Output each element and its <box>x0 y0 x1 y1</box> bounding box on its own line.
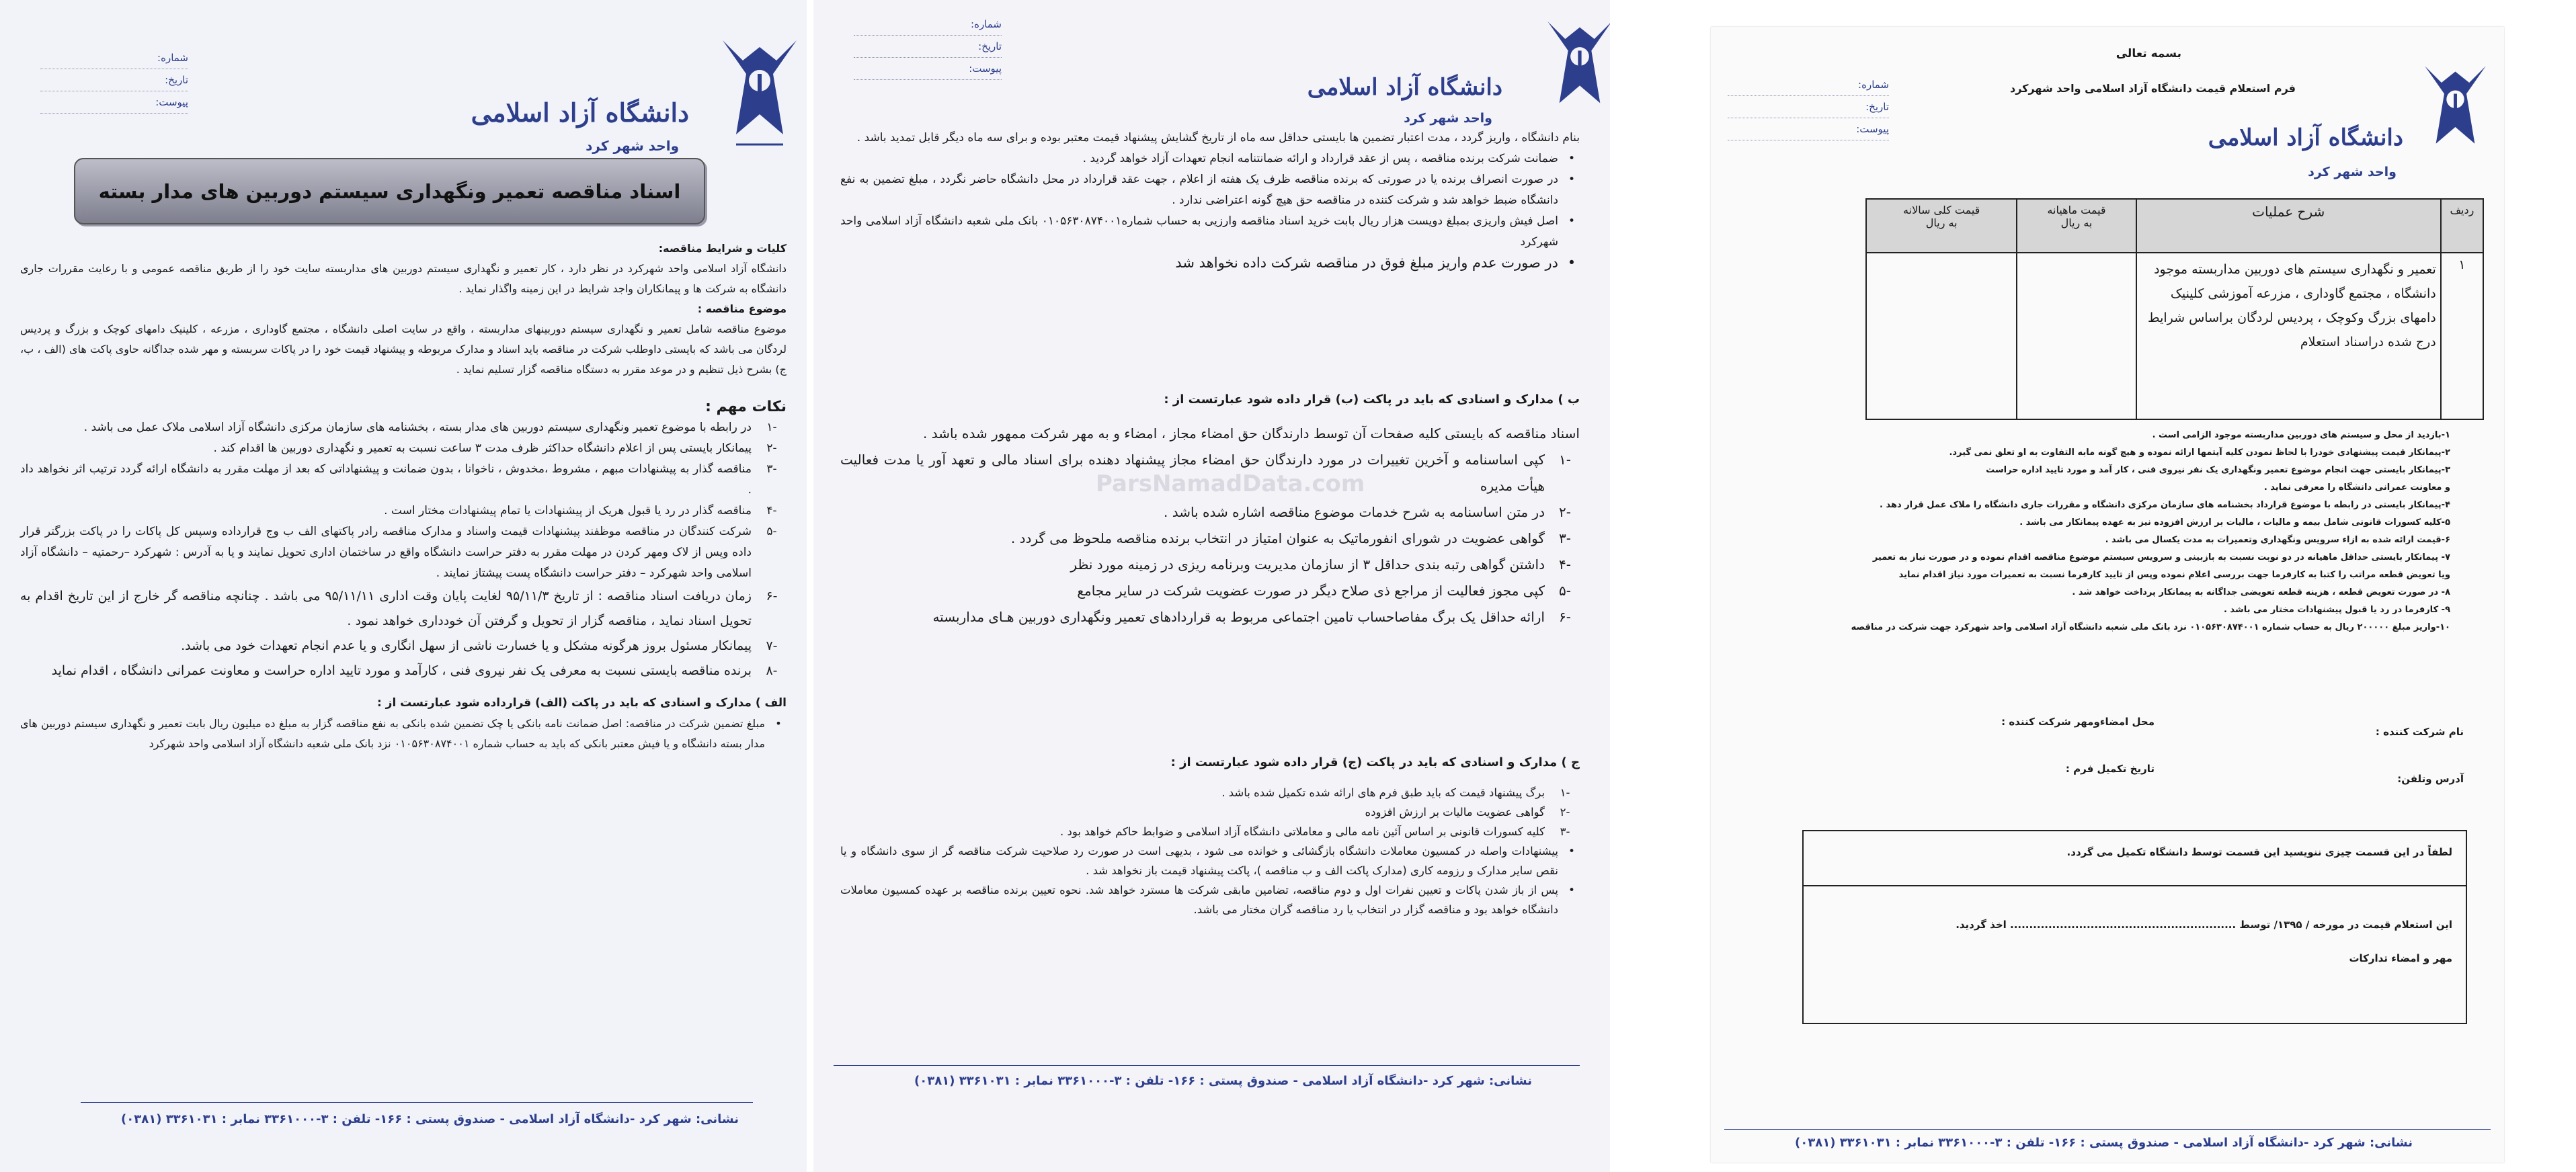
signature-label: محل امضاءومهر شرکت کننده : <box>2001 716 2155 728</box>
packet-c-heading: ج ) مدارک و اسنادی که باید در پاکت (ج) قرار داده شود عبارتست از : <box>1170 755 1580 769</box>
document-title: اسناد مناقصه تعمیر ونگهداری سیستم دوربین های مدار بسته <box>74 158 705 224</box>
general-text: دانشگاه آزاد اسلامی واحد شهرکرد در نظر دارد ، کار تعمیر و نگهداری سیستم دوربین های مداربسته سایت خود را از طریق مناقصه عمومی و با رعایت مقررات جاری دانشگاه به شرکت ها و پیمانکاران واجد شرایط در این زمینه واگذار نماید . <box>20 262 787 295</box>
meta-fields <box>40 47 188 114</box>
page2-top-section <box>840 128 1580 274</box>
procurement-stamp: مهر و امضاء تدارکات <box>2349 952 2452 964</box>
packet-a-bullet: • اصل فیش واریزی بمبلغ دویست هزار ریال بابت خرید اسناد مناقصه وارزیی به حساب شماره۰۱۰۵۶۳۰۸۷۴۰۰۱ بانک ملی شعبه دانشگاه آزاد اسلامی واحد شهرکرد <box>840 214 1576 249</box>
packet-a-item: • مبلغ تضمین شرکت در مناقصه: اصل ضمانت نامه بانکی یا چک تضمین شده بانکی به نفع مناقصه گزار به مبلغ ده میلیون ریال بابت تعمیر و نگهداری سیستم دوربین های مدار بسته دانشگاه و یا فیش معتبر بانکی که باید به حساب شماره ۰۱۰۵۶۳۰۸۷۴۰۰۱ نزد بانک ملی شعبه دانشگاه آزاد اسلامی واحد شهرکرد <box>20 717 782 750</box>
notes-section <box>20 396 787 754</box>
packet-a-continuation: بنام دانشگاه ، واریز گردد ، مدت اعتبار تضمین ها بایستی حداقل سه ماه از تاریخ گشایش پیشنهاد قیمت معتبر بوده و برای سه ماه دیگر قابل تمدید باشد . <box>856 131 1580 144</box>
university-branch: واحد شهر کرد <box>1404 111 1492 126</box>
packet-b-item: -۲ در متن اساسنامه به شرح خدمات موضوع مناقصه اشاره شده باشد . <box>1163 504 1571 520</box>
condition-item: ۶-قیمت ارائه شده به ازاء سرویس ونگهداری وتعمیرات به مدت یکسال می باشد . <box>2105 535 2450 545</box>
meta-date: تاریخ: <box>854 36 1002 58</box>
watermark: ParsNamadData.com <box>1096 470 1365 497</box>
note-item: -۵ شرکت کنندگان در مناقصه موظفند پیشنهادات قیمت واسناد و مدارک مناقصه رادر پاکتهای الف ب وج قرارداده وسپس کل پاکات را در پاکت بزرگتر قرار داده وپس از لاک ومهر کردن در مهلت مقرر به دفتر حراست دانشگاه واقع در ساختمان اداری تحویل نمایند و یا به آدرس : شهرکرد –رحمتیه – دانشگاه آزاد اسلامی واحد شهرکرد – دفتر حراست دانشگاه پست پیشتاز نمایند . <box>20 525 777 580</box>
packet-c-item: -۳ کلیه کسورات قانونی بر اساس آئین نامه مالی و معاملاتی دانشگاه آزاد اسلامی و ضوابط حاکم خواهد بود . <box>1059 825 1570 838</box>
col-monthly: قیمت ماهیانه به ریال <box>2017 199 2136 253</box>
meta-number: شماره: <box>40 47 188 69</box>
packet-b-item: -۱ کپی اساسنامه و آخرین تغییرات در مورد دارندگان حق امضاء مجاز پیشنهاد دهنده برای اسناد مالی و تعهد آور یا مدت فعالیت هیأت مدیره <box>840 452 1571 494</box>
university-name: دانشگاه آزاد اسلامی <box>2208 124 2403 151</box>
box-divider <box>1804 885 2466 886</box>
university-use-box <box>1802 830 2467 1024</box>
price-table <box>1865 198 2484 420</box>
conditions-list <box>1778 427 2450 636</box>
company-name-label: نام شرکت کننده : <box>2375 726 2464 738</box>
condition-item: ۱۰-واریز مبلغ ۲۰۰۰۰۰ ریال به حساب شماره ۰۱۰۵۶۳۰۸۷۴۰۰۱ نزد بانک ملی شعبه دانشگاه آزاد اسلامی واحد شهرکرد جهت شرکت در مناقصه <box>1851 622 2450 632</box>
subject-heading: موضوع مناقصه : <box>697 302 787 315</box>
inquiry-form-sheet <box>1711 27 2504 1163</box>
university-logo-icon <box>2410 60 2497 175</box>
packet-a-heading: الف ) مدارک و اسنادی که باید در پاکت (الف) قرارداده شود عبارتست از : <box>376 696 787 710</box>
bismillah: بسمه تعالی <box>2116 47 2181 60</box>
packet-a-bullet: • ضمانت شرکت برنده مناقصه ، پس از عقد قرارداد و ارائه ضمانتنامه انجام تعهدات آزاد خواهد گردید . <box>1082 152 1576 165</box>
packet-b-section <box>840 386 1580 630</box>
condition-item: ۳-پیمانکار بایستی جهت انجام موضوع تعمیر ونگهداری یک نفر نیروی فنی ، کار آمد و مورد تایید اداره حراست <box>1986 465 2450 475</box>
footer-address: نشانی: شهر کرد -دانشگاه آزاد اسلامی - صندوق پستی : ۱۶۶- تلفن : ۳-۳۳۶۱۰۰۰ نمابر : ۳۳۶۱۰۳۱ (۰۳۸۱) <box>121 1112 739 1126</box>
packet-a-bullet: • در صورت انصراف برنده یا در صورتی که برنده مناقصه ظرف یک هفته از اعلام ، جهت عقد قرارداد در محل دانشگاه حاضر نگردد ، مبلغ تضمین به نفع دانشگاه ضبط خواهد شد و شرکت کننده در مناقصه حق هیچ گونه اعتراضی ندارد . <box>840 173 1576 207</box>
condition-item: ۵-کلیه کسورات قانونی شامل بیمه و مالیات ، مالیات بر ارزش افزوده نیز به عهده پیمانکار می باشد . <box>2019 517 2450 528</box>
university-branch: واحد شهر کرد <box>586 138 679 154</box>
subject-text: موضوع مناقصه شامل تعمیر و نگهداری سیستم دوربینهای مداربسته ، واقع در سایت اصلی دانشگاه ، مجتمع گاوداری ، مزرعه ، کلینیک دامهای کوچک و بزرگ و پردیس لردگان می باشد که بایستی داوطلب شرکت در مناقصه باید اسناد و مدارک مربوطه و پیشنهاد قیمت خود را در پاکات سربسته و مهر شده جداگانه حاوی پاکت های (الف ، ب، ج) بشرح ذیل تنظیم و در موعد مقرر به دستگاه مناقصه گزار تسلیم نماید . <box>20 323 787 376</box>
meta-attachment: پیوست: <box>40 91 188 114</box>
packet-b-intro: اسناد مناقصه که بایستی کلیه صفحات آن توسط دارندگان حق امضاء مجاز ، امضاء و به مهر شرکت ممهور شده باشد . <box>922 425 1580 442</box>
university-branch: واحد شهر کرد <box>2308 165 2397 179</box>
note-item: -۳ مناقصه گذار به پیشنهادات مبهم ، مشروط ،مخدوش ، ناخوانا ، بدون ضمانت و پیشنهاداتی که بعد از مهلت مقرر به دانشگاه ارائه گردد ترتیب اثر نخواهد داد . <box>20 462 777 497</box>
footer-rule <box>834 1065 1580 1066</box>
box-note: لطفاً در این قسمت چیزی ننویسید این قسمت توسط دانشگاه تکمیل می گردد. <box>2066 846 2452 858</box>
note-item: -۷ پیمانکار مسئول بروز هرگونه مشکل و یا خسارت ناشی از سهل انگاری و یا عدم انجام تعهدات خود می باشد. <box>181 638 778 653</box>
packet-c-item: -۱ برگ پیشنهاد قیمت که باید طبق فرم های ارائه شده تکمیل شده باشد . <box>1221 786 1570 799</box>
condition-item: ۷- پیمانکار بایستی حداقل ماهیانه در دو نوبت نسبت به بازبینی و سرویس سیستم موضوع مناقصه اقدام نموده و در صورت نیاز به تعمیر <box>1872 552 2450 562</box>
university-logo-icon <box>709 34 807 168</box>
condition-item: ویا تعویض قطعه مراتب را کتبا به کارفرما جهت بررسی اعلام نموده وپس از تایید کارفرما نسبت به تعمیرات مورد نیاز اقدام نماید <box>1898 570 2450 580</box>
notes-heading: نکات مهم : <box>705 399 787 415</box>
col-annual: قیمت کلی سالانه به ریال <box>1866 199 2017 253</box>
university-name: دانشگاه آزاد اسلامی <box>1307 74 1502 101</box>
completion-date-label: تاریخ تکمیل فرم : <box>2065 763 2155 775</box>
packet-b-heading: ب ) مدارک و اسنادی که باید در پاکت (ب) قرار داده شود عبارتست از : <box>1164 392 1580 407</box>
condition-item: ۲-پیمانکار قیمت پیشنهادی خودرا با لحاظ نمودن کلیه آیتمها ارائه نموده و هیچ گونه مابه التفاوت به او تعلق نمی گیرد. <box>1949 448 2450 458</box>
document-page-2 <box>813 0 1610 1172</box>
cell-annual[interactable] <box>1866 253 2017 419</box>
meta-number: شماره: <box>854 13 1002 36</box>
meta-attachment: پیوست: <box>854 58 1002 80</box>
footer-address: نشانی: شهر کرد -دانشگاه آزاد اسلامی - صندوق پستی : ۱۶۶- تلفن : ۳-۳۳۶۱۰۰۰ نمابر : ۳۳۶۱۰۳۱ (۰۳۸۱) <box>914 1074 1532 1088</box>
general-section <box>20 239 787 380</box>
packet-c-section <box>840 753 1580 919</box>
footer-rule <box>81 1102 753 1103</box>
form-title: فرم استعلام قیمت دانشگاه آزاد اسلامی واحد شهرکرد <box>2010 82 2296 95</box>
packet-b-item: -۶ ارائه حداقل یک برگ مفاصاحساب تامین اجتماعی مربوط به قراردادهای تعمیر ونگهداری دوربین هـای مداربسته <box>932 609 1571 625</box>
cell-row: ۱ <box>2441 253 2483 419</box>
document-page-3 <box>1620 0 2576 1172</box>
note-item: -۲ پیمانکار بایستی پس از اعلام دانشگاه حداکثر ظرف مدت ۳ ساعت نسبت به تعمیر و نگهداری دوربین ها اقدام کند . <box>213 442 777 455</box>
meta-number: شماره: <box>1728 74 1889 96</box>
packet-b-item: -۵ کپی مجوز فعالیت از مراجع ذی صلاح دیگر در صورت عضویت شرکت در سایر مجامع <box>1077 583 1571 599</box>
packet-b-item: -۴ داشتن گواهی رتبه بندی حداقل ۳ از سازمان مدیریت وبرنامه ریزی در زمینه مورد نظر <box>1070 556 1571 573</box>
footer-rule <box>1724 1129 2491 1130</box>
meta-date: تاریخ: <box>1728 96 1889 118</box>
packet-c-bullet: • پس از باز شدن پاکات و تعیین نفرات اول و دوم مناقصه، تضامین مابقی شرکت ها مسترد خواهد شد. نحوه تعیین برنده مناقصه بر عهده کمسیون معاملات دانشگاه خواهد بود و مناقصه گزار در انتخاب یا رد مناقصه گران مختار می باشد. <box>840 884 1575 916</box>
condition-item: ۱-بازدید از محل و سیستم های دوربین مداربسته موجود الزامی است . <box>2152 430 2450 440</box>
document-page-1 <box>0 0 807 1172</box>
note-item: -۶ زمان دریافت اسناد مناقصه : از تاریخ ۹۵/۱۱/۳ لغایت پایان وقت اداری ۹۵/۱۱/۱۱ می باشد . چنانچه مناقصه گر خارج از این تاریخ اقدام به تحویل اسناد نماید ، مناقصه گزار از تحویل و گرفتن آن خودداری خواهد نمود . <box>20 589 778 628</box>
note-item: -۴ مناقصه گذار در رد یا قبول هریک از پیشنهادات یا تمام پیشنهادات مختار است . <box>384 504 777 517</box>
meta-date: تاریخ: <box>40 69 188 91</box>
note-item: -۱ در رابطه با موضوع تعمیر ونگهداری سیستم دوربین های مدار بسته ، بخشنامه های سازمان مرکزی دانشگاه آزاد اسلامی ملاک عمل می باشد . <box>83 421 777 434</box>
condition-item: ۴-پیمانکار بایستی در رابطه با موضوع قرارداد بخشنامه های سازمان مرکزی دانشگاه و مقررات جاری دانشگاه را ملاک عمل قرار دهد . <box>1880 500 2450 510</box>
condition-item: ۸- در صورت تعویض قطعه ، هزینه قطعه تعویضی جداگانه به پیمانکار پرداخت خواهد شد . <box>2072 587 2450 597</box>
address-label: آدرس وتلفن: <box>2397 773 2464 785</box>
inquiry-line: این استعلام قیمت در مورخه / ۱۳۹۵/ توسط ........................................................... اخذ گردید. <box>1956 919 2452 931</box>
condition-item: و معاونت عمرانی دانشگاه را معرفی نماید . <box>2263 483 2450 493</box>
cell-monthly[interactable] <box>2017 253 2136 419</box>
packet-b-item: -۳ گواهی عضویت در شورای انفورماتیک به عنوان امتیاز در انتخاب برنده مناقصه ملحوظ می گردد . <box>1010 530 1571 546</box>
footer-address: نشانی: شهر کرد -دانشگاه آزاد اسلامی - صندوق پستی : ۱۶۶- تلفن : ۳-۳۳۶۱۰۰۰ نمابر : ۳۳۶۱۰۳۱ (۰۳۸۱) <box>1795 1136 2413 1150</box>
col-row: ردیف <box>2441 199 2483 253</box>
cell-description: تعمیر و نگهداری سیستم های دوربین مداربسته موجود دانشگاه ، مجتمع گاوداری ، مزرعه آموزشی کلینیک دامهای بزرگ وکوچک ، پردیس لردگان براساس شرایط درج شده دراسناد استعلام <box>2136 253 2441 419</box>
note-item: -۸ برنده مناقصه بایستی نسبت به معرفی یک نفر نیروی فنی ، کارآمد و مورد تایید اداره حراست و معاونت عمرانی دانشگاه ، اقدام نماید <box>51 663 778 678</box>
university-name: دانشگاه آزاد اسلامی <box>471 97 689 128</box>
table-row <box>1866 253 2483 419</box>
col-description: شرح عملیات <box>2136 199 2441 253</box>
packet-c-bullet: • پیشنهادات واصله در کمسیون معاملات دانشگاه بازگشائی و خوانده می شود ، بدیهی است در صورت رد صلاحیت شرکت مناقصه گر از سوی دانشگاه و یا نقص سایر مدارک و رزومه کاری (مدارک پاکت الف و ب مناقصه )، پاکت پیشنهاد قیمت باز نخواهد شد . <box>840 845 1575 877</box>
packet-a-bullet: • در صورت عدم واریز مبلغ فوق در مناقصه شرکت داده نخواهد شد <box>1175 255 1576 271</box>
packet-c-item: -۲ گواهی عضویت مالیات بر ارزش افزوده <box>1365 806 1570 819</box>
condition-item: ۹- کارفرما در رد یا قبول پیشنهادات مختار می باشد . <box>2223 605 2450 615</box>
meta-fields <box>1728 74 1889 140</box>
meta-attachment: پیوست: <box>1728 118 1889 140</box>
meta-fields <box>854 13 1002 80</box>
general-heading: کلیات و شرایط مناقصه: <box>658 242 787 255</box>
